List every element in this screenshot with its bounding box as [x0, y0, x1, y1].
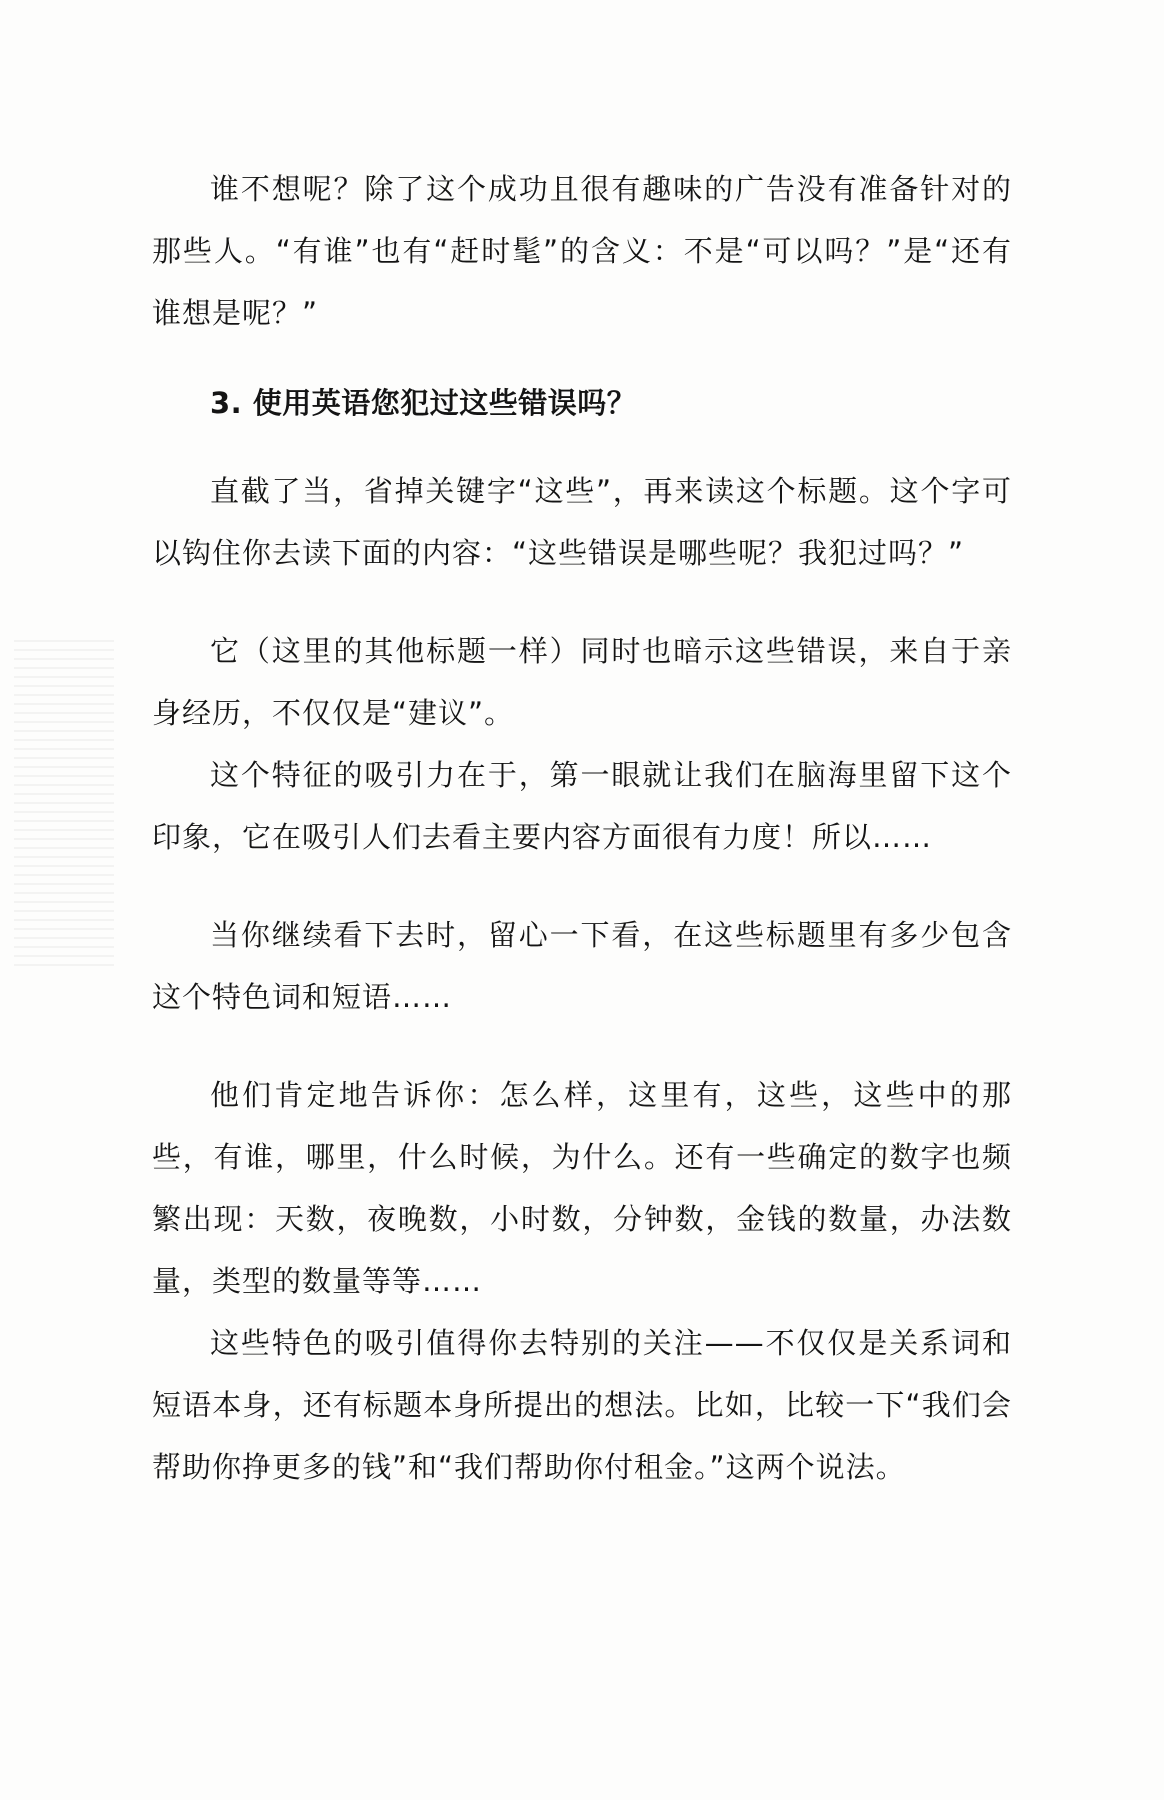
paragraph-1: 直截了当，省掉关键字“这些”，再来读这个标题。这个字可以钩住你去读下面的内容：“这些错误是哪些呢？我犯过吗？”: [152, 474, 1012, 570]
paragraph-intro: 谁不想呢？除了这个成功且很有趣味的广告没有准备针对的那些人。“有谁”也有“赶时髦”的含义：不是“可以吗？”是“还有谁想是呢？”: [152, 172, 1012, 330]
paragraph-3: 这个特征的吸引力在于，第一眼就让我们在脑海里留下这个印象，它在吸引人们去看主要内容方面很有力度！所以……: [152, 758, 1012, 854]
paragraph-5: 他们肯定地告诉你：怎么样，这里有，这些，这些中的那些，有谁，哪里，什么时候，为什么。还有一些确定的数字也频繁出现：天数，夜晚数，小时数，分钟数，金钱的数量，办法数量，类型的数量等等……: [152, 1078, 1012, 1298]
paragraph-6: 这些特色的吸引值得你去特别的关注——不仅仅是关系词和短语本身，还有标题本身所提出的想法。比如，比较一下“我们会帮助你挣更多的钱”和“我们帮助你付租金。”这两个说法。: [152, 1326, 1012, 1484]
paragraph-4: 当你继续看下去时，留心一下看，在这些标题里有多少包含这个特色词和短语……: [152, 918, 1012, 1014]
paragraph-2: 它（这里的其他标题一样）同时也暗示这些错误，来自于亲身经历，不仅仅是“建议”。: [152, 634, 1012, 730]
page-body: [152, 158, 1012, 1498]
scan-margin-artifact: [14, 640, 114, 970]
section-heading: 3. 使用英语您犯过这些错误吗？: [210, 386, 637, 420]
